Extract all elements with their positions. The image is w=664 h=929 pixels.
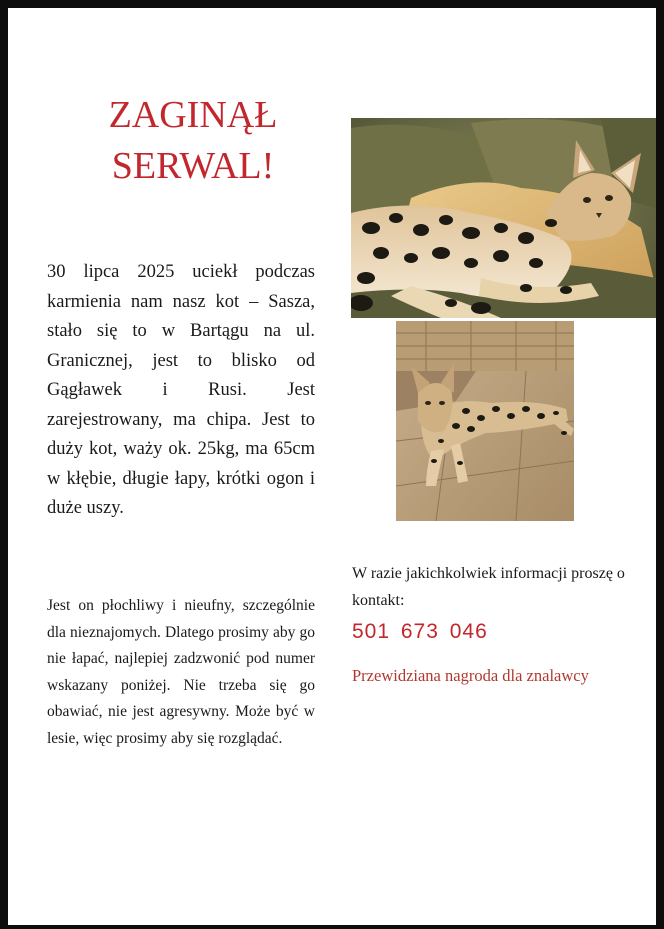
serval-on-sofa-photo <box>351 118 656 318</box>
description-text: 30 lipca 2025 uciekł podczas karmienia nam nasz kot – Sasza, stało się to w Bartągu na ul. Granicznej, jest to blisko od Gągławek i Rusi. Jest zarejestrowany, ma chipa. Jest to duży kot, waży ok. 25kg, ma 65cm w kłębie, długie łapy, krótki ogon i duże uszy. <box>47 262 315 518</box>
title-line-1: ZAGINĄŁ <box>108 94 278 136</box>
reward-text: Przewidziana nagroda dla znalawcy <box>352 666 589 685</box>
behavior-note-text: Jest on płochliwy i nieufny, szczególnie dla nieznajomych. Dlatego prosimy aby go nie łapać, najlepiej zadzwonić pod numer wskazany poniżej. Nie trzeba się go obawiać, nie jest agresywny. Może być w lesie, więc prosimy aby się rozglądać. <box>47 597 315 747</box>
contact-intro-text: W razie jakichkolwiek informacji proszę o kontakt: <box>352 565 625 609</box>
title-line-2: SERWAL! <box>111 145 275 188</box>
contact-phone-number: 501 673 046 <box>352 620 488 643</box>
serval-on-floor-photo <box>396 321 574 521</box>
poster-title <box>68 90 318 193</box>
poster-page <box>8 8 656 925</box>
